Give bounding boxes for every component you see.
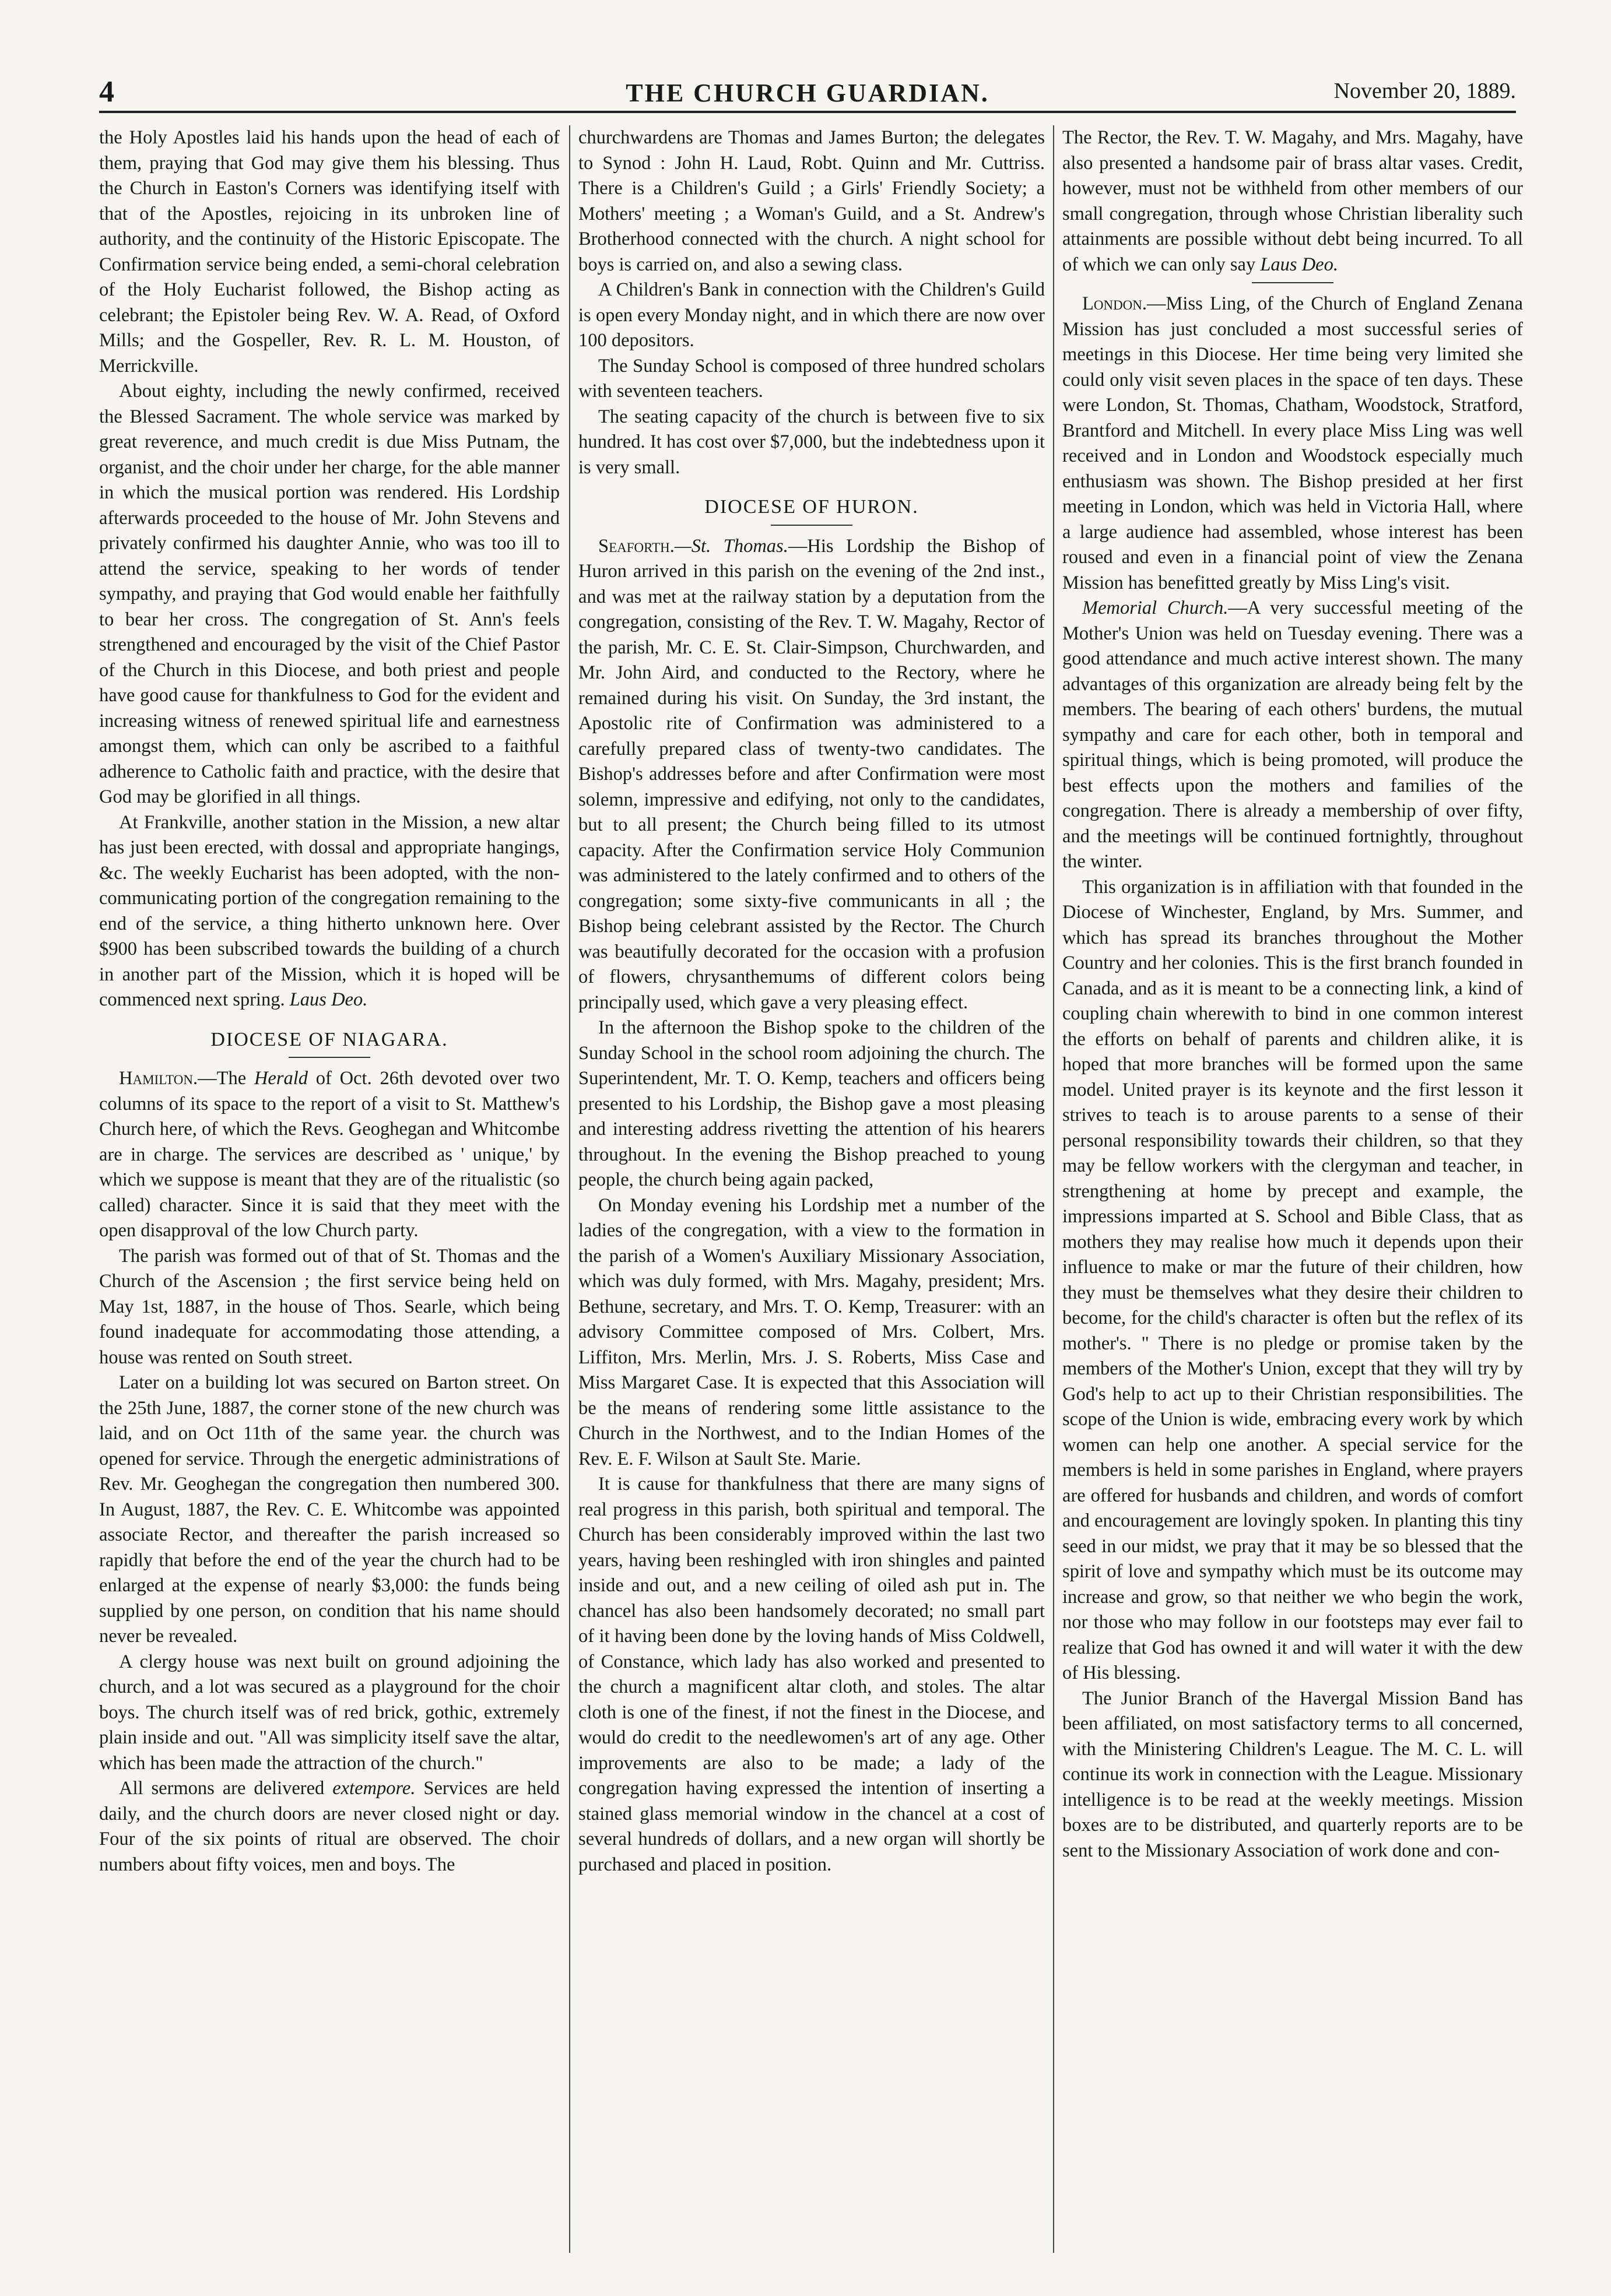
newspaper-title: THE CHURCH GUARDIAN. xyxy=(626,79,989,107)
article-paragraph: On Monday evening his Lordship met a number of the ladies of the congregation, with a view to the formation in the parish of a Women's Auxiliary Missionary Association, which was duly formed, with Mrs. Magahy, president; Mrs. Bethune, secretary, and Mrs. T. O. Kemp, Treasurer: with an advisory Committee composed of Mrs. Colbert, Mrs. Liffiton, Mrs. Merlin, Mrs. J. S. Roberts, Miss Case and Miss Margaret Case. It is expected that this Association will be the means of rendering some little assistance to the Church in the Northwest, and to the Indian Homes of the Rev. E. F. Wilson at Sault Ste. Marie. xyxy=(578,1194,1045,1469)
article-paragraph xyxy=(99,1776,560,1877)
divider xyxy=(771,525,852,526)
paragraph-text: —Miss Ling, of the Church of England Zenana Mission has just concluded a most successful series of meetings in this Diocese. Her time being very limited she could only visit seven places in the space of ten days. These were London, St. Thomas, Chatham, Woodstock, Stratford, Brantford and Mitchell. In every place Miss Ling was well received and in London and Woodstock especially much enthusiasm was shown. The Bishop presided at her first meeting in London, which was held in Victoria Hall, where a large audience had assembled, whose interest has been roused and even in a financial point of view the Zenana Mission has benefitted greatly by Miss Ling's visit. xyxy=(1062,293,1523,593)
column-1 xyxy=(99,125,560,2253)
column-divider xyxy=(1053,125,1054,2253)
article-paragraph xyxy=(1062,125,1523,277)
page-number: 4 xyxy=(99,75,114,108)
article-paragraph xyxy=(99,1066,560,1244)
divider xyxy=(289,1057,370,1058)
column-divider xyxy=(569,125,570,2253)
column-3 xyxy=(1062,125,1523,2253)
church-name: —St. Thomas. xyxy=(674,535,788,557)
article-paragraph: churchwardens are Thomas and James Burton; the delegates to Synod : John H. Laud, Robt. Quinn and Mr. Cuttriss. There is a Children's Guild ; a Girls' Friendly Society; a Mothers' meeting ; a Woman's Guild, and a St. Andrew's Brotherhood connected with the church. A night school for boys is carried on, and also a sewing class. xyxy=(578,127,1045,275)
paragraph-text: of Oct. 26th devoted over two columns of its space to the report of a visit to St. Matthew's Church here, of which the Revs. Geoghegan and Whitcombe are in charge. The services are described as ' unique,' by which we suppose is meant that they are of the ritualistic (so called) character. Since it is said that they meet with the open disapproval of the low Church party. xyxy=(99,1068,560,1241)
article-paragraph xyxy=(99,810,560,1013)
masthead-rule xyxy=(99,111,1516,113)
paragraph-text: The Rector, the Rev. T. W. Magahy, and Mrs. Magahy, have also presented a handsome pair of brass altar vases. Credit, however, must not be withheld from other members of our small congregation, through whose Christian liberality such attainments are possible without debt being incurred. To all of which we can only say xyxy=(1062,127,1523,275)
article-paragraph xyxy=(578,534,1045,1016)
masthead xyxy=(99,70,1516,111)
divider xyxy=(1252,282,1333,283)
paragraph-text: Services are held daily, and the church doors are never closed night or day. Four of the six points of ritual are observed. The choir numbers about fifty voices, men and boys. The xyxy=(99,1778,560,1875)
paragraph-text: —His Lordship the Bishop of Huron arrived in this parish on the evening of the 2nd inst., and was met at the railway station by a deputation from the congregation, consisting of the Rev. T. W. Magahy, Rector of the parish, Mr. C. E. St. Clair-Simpson, Churchwarden, and Mr. John Aird, and conducted to the Rectory, where he remained during his visit. On Sunday, the 3rd instant, the Apostolic rite of Confirmation was administered to a carefully prepared class of twenty-two candidates. The Bishop's addresses before and after Confirmation were most solemn, impressive and edifying, not only to the candidates, but to all present; the Church being filled to its utmost capacity. After the Confirmation service Holy Communion was administered to the lately confirmed and to others of the congregation; some sixty-five communicants in all ; the Bishop being celebrant assisted by the Rector. The Church was beautifully decorated for the occasion with a profusion of flowers, chrysanthemums of different colors being principally used, which gave a very pleasing effect. xyxy=(578,535,1045,1013)
signoff: Laus Deo. xyxy=(289,989,368,1010)
emphasis: extempore. xyxy=(332,1778,416,1799)
article-paragraph: The Sunday School is composed of three hundred scholars with seventeen teachers. xyxy=(578,355,1045,402)
dateline-place: London. xyxy=(1082,293,1147,314)
church-name: Memorial Church. xyxy=(1082,597,1229,618)
article-paragraph: The parish was formed out of that of St. Thomas and the Church of the Ascension ; the first service being held on May 1st, 1887, in the house of Thos. Searle, which being found inadequate for accommodating those attending, a house was rented on South street. xyxy=(99,1245,560,1368)
article-paragraph: This organization is in affiliation with that founded in the Diocese of Winchester, England, by Mrs. Summer, and which has spread its branches throughout the Mother Country and her colonies. This is the first branch founded in Canada, and as it is meant to be a connecting link, a kind of coupling chain wherewith to bind in one common interest the efforts on behalf of parents and children alike, it is hoped that more branches will be formed upon the same model. United prayer is its keynote and the first lesson it strives to teach is to arouse parents to a sense of their personal responsibility towards their children, so that they may be fellow workers with the clergyman and teacher, in strengthening at home by precept and example, the impressions imparted at S. School and Bible Class, that as mothers they may realise how much it depends upon their influence to make or mar the future of their children, how they must be themselves what they desire their children to become, for the child's character is often but the reflex of its mother's. " There is no pledge or promise taken by the members of the Mother's Union, except that they will try by God's help to act up to their Christian responsibilities. The scope of the Union is wide, embracing every work by which women can help one another. A special service for the members is held in some parishes in England, where prayers are offered for husbands and children, and words of comfort and encouragement are lovingly spoken. In planting this tiny seed in our midst, we pray that it may be so blessed that the spirit of love and sympathy which must be its outcome may increase and grow, so that neither we who begin the work, nor those who may follow in our footsteps may ever fail to realize that God has owned it and will water it with the dew of His blessing. xyxy=(1062,876,1523,1683)
newspaper-name: Herald xyxy=(254,1068,308,1089)
article-paragraph xyxy=(1062,291,1523,596)
dateline-place: Seaforth. xyxy=(598,535,675,557)
article-paragraph: A Children's Bank in connection with the Children's Guild is open every Monday night, and in which there are now over 100 depositors. xyxy=(578,279,1045,351)
signoff: Laus Deo. xyxy=(1260,254,1338,275)
article-paragraph: A clergy house was next built on ground adjoining the church, and a lot was secured as a playground for the choir boys. The church itself was of red brick, gothic, extremely plain inside and out. "All was simplicity itself save the altar, which has been made the attraction of the church." xyxy=(99,1651,560,1774)
article-paragraph: It is cause for thankfulness that there are many signs of real progress in this parish, both spiritual and temporal. The Church has been considerably improved within the last two years, having been reshingled with iron shingles and painted inside and out, and a new ceiling of oiled ash put in. The chancel has also been handsomely decorated; no small part of it having been done by the loving hands of Miss Coldwell, of Constance, which lady has also worked and presented to the church a magnificent altar cloth, and stoles. The altar cloth is one of the finest, if not the finest in the Diocese, and would do credit to the needlewomen's art of any age. Other improvements are also to be made; a lady of the congregation having expressed the intention of inserting a stained glass memorial window in the chancel at a cost of several hundreds of dollars, and a new organ will shortly be purchased and placed in position. xyxy=(578,1474,1045,1875)
article-paragraph: Later on a building lot was secured on Barton street. On the 25th June, 1887, the corner stone of the new church was laid, and on Oct 11th of the same year. the church was opened for service. Through the energetic administrations of Rev. Mr. Geoghegan the congregation then numbered 300. In August, 1887, the Rev. C. E. Whitcombe was appointed associate Rector, and thereafter the parish increased so rapidly that before the end of the year the church had to be enlarged at the expense of nearly $3,000: the funds being supplied by one person, on condition that his name should never be revealed. xyxy=(99,1372,560,1647)
paragraph-text: All sermons are delivered xyxy=(119,1778,333,1799)
paragraph-text: —A very successful meeting of the Mother's Union was held on Tuesday evening. There was a good attendance and much active interest shown. The many advantages of this organization are already being felt by the members. The bearing of each others' burdens, the mutual sympathy and care for each other, both in temporal and spiritual things, which is being promoted, will produce the best effects upon the mothers and families of the congregation. There is already a membership of over fifty, and the meetings will be continued fortnightly, throughout the winter. xyxy=(1062,597,1523,872)
issue-date: November 20, 1889. xyxy=(1333,79,1516,103)
article-paragraph: The seating capacity of the church is between five to six hundred. It has cost over $7,000, but the indebtedness upon it is very small. xyxy=(578,406,1045,478)
article-paragraph: About eighty, including the newly confirmed, received the Blessed Sacrament. The whole service was marked by great reverence, and much credit is due Miss Putnam, the organist, and the choir under her charge, for the able manner in which the musical portion was rendered. His Lordship afterwards proceeded to the house of Mr. John Stevens and privately confirmed his daughter Annie, who was too ill to attend the service, speaking to her words of tender sympathy, and praying that God would enable her faithfully to bear her cross. The congregation of St. Ann's feels strengthened and encouraged by the visit of the Chief Pastor of the Church in this Diocese, and both priest and people have good cause for thankfulness to God for the evident and increasing witness of renewed spiritual life and earnestness amongst them, which can only be ascribed to a faithful adherence to Catholic faith and practice, with the desire that God may be glorified in all things. xyxy=(99,381,560,807)
article-paragraph: The Junior Branch of the Havergal Mission Band has been affiliated, on most satisfactory terms to all concerned, with the Ministering Children's League. The M. C. L. will continue its work in connection with the League. Missionary intelligence is to be read at the weekly meetings. Mission boxes are to be distributed, and quarterly reports are to be sent to the Missionary Association of work done and con- xyxy=(1062,1687,1523,1861)
paragraph-text: —The xyxy=(198,1068,254,1089)
article-paragraph xyxy=(1062,596,1523,875)
paragraph-text: At Frankville, another station in the Mission, a new altar has just been erected, with dossal and appropriate hangings, &c. The weekly Eucharist has been adopted, with the non-communicating portion of the congregation remaining to the end of the service, a thing hitherto unknown here. Over $900 has been subscribed towards the building of a church in another part of the Mission, which it is hoped will be commenced next spring. xyxy=(99,811,560,1010)
article-paragraph: the Holy Apostles laid his hands upon the head of each of them, praying that God may give them his blessing. Thus the Church in Easton's Corners was identifying itself with that of the Apostles, rejoicing in its unbroken line of authority, and the continuity of the Historic Episcopate. The Confirmation service being ended, a semi-choral celebration of the Holy Eucharist followed, the Bishop acting as celebrant; the Epistoler being Rev. W. A. Read, of Oxford Mills; and the Gospeller, Rev. R. L. M. Houston, of Merrickville. xyxy=(99,127,560,377)
article-paragraph: In the afternoon the Bishop spoke to the children of the Sunday School in the school room adjoining the church. The Superintendent, Mr. T. O. Kemp, teachers and officers being presented to his Lordship, the Bishop gave a most pleasing and interesting address rivetting the attention of his hearers throughout. In the evening the Bishop preached to young people, the church being again packed, xyxy=(578,1017,1045,1190)
column-2 xyxy=(578,125,1045,2253)
section-heading-niagara: DIOCESE OF NIAGARA. xyxy=(210,1028,448,1050)
section-heading-huron: DIOCESE OF HURON. xyxy=(704,496,919,518)
dateline-place: Hamilton. xyxy=(119,1068,198,1089)
